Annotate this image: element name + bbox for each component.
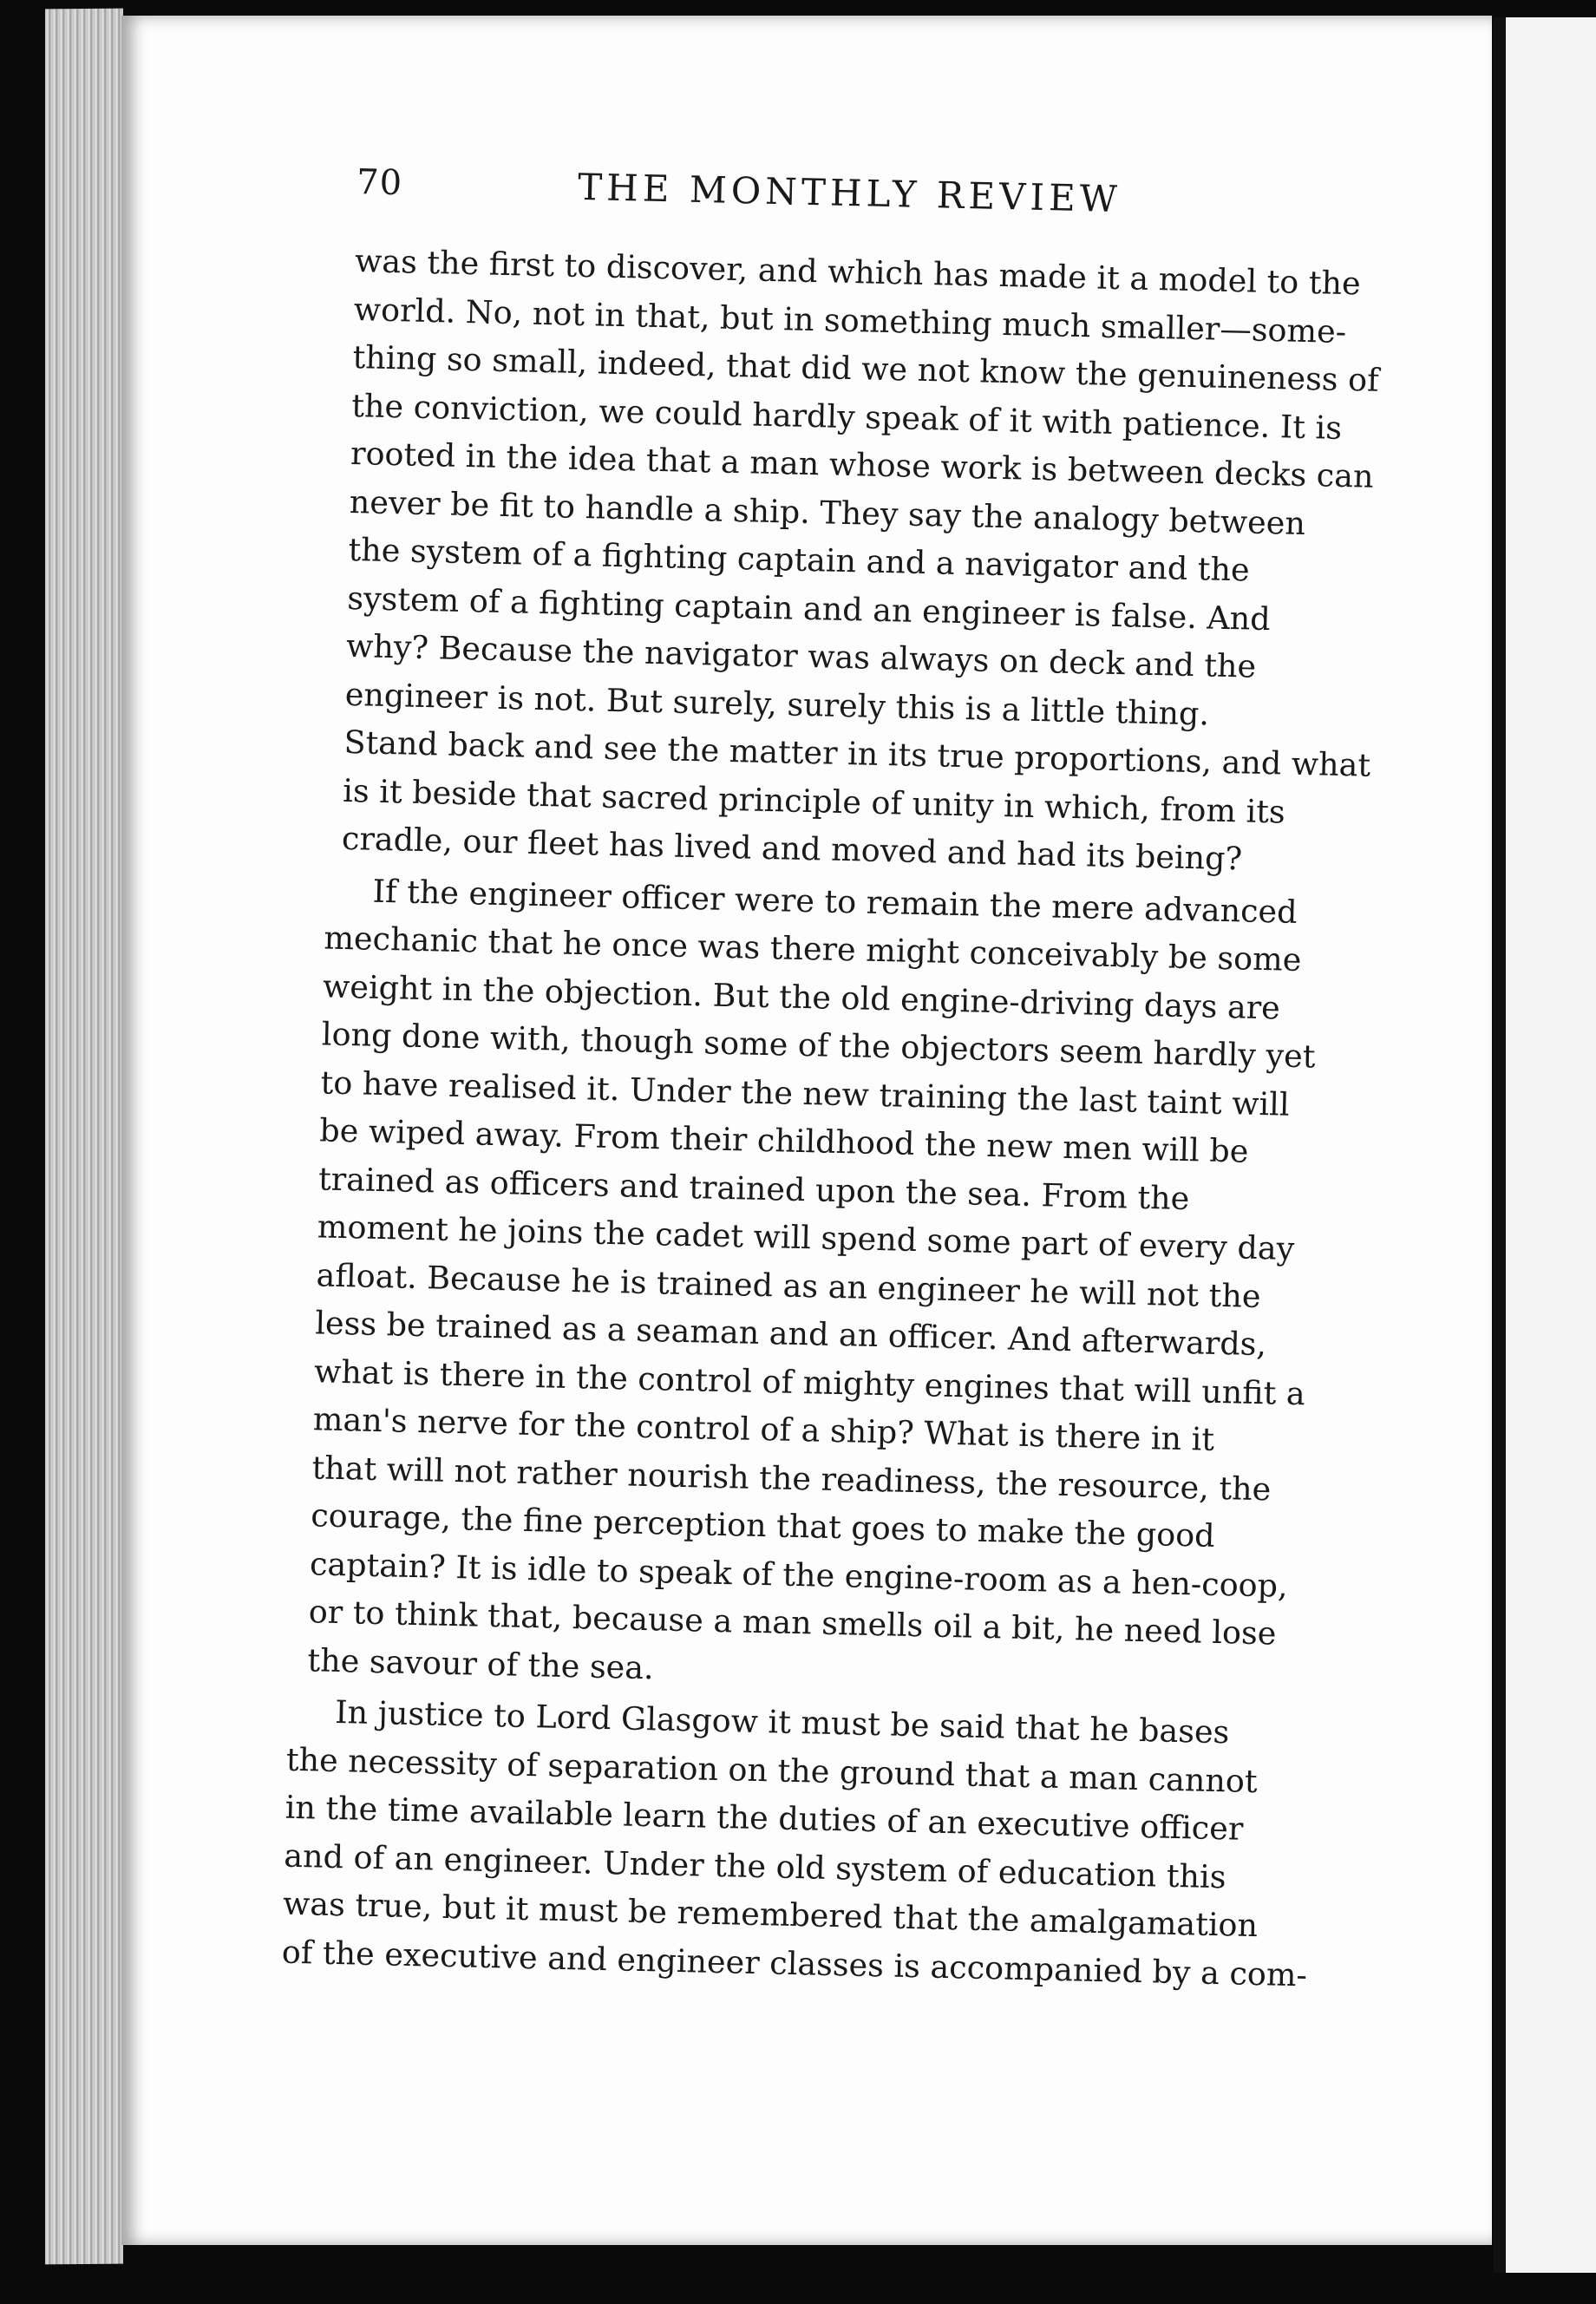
page-stack-edge — [45, 9, 123, 2265]
journal-title: THE MONTHLY REVIEW — [577, 165, 1122, 221]
text-line: of the executive and engineer classes is accompanied by a com- — [281, 1933, 1308, 1993]
text-line: man's nerve for the control of a ship? What is there in it — [312, 1400, 1215, 1458]
paragraph-3 — [160, 1685, 1345, 2000]
text-line: afloat. Because he is trained as an engineer he will not the — [316, 1255, 1261, 1315]
page-number: 70 — [356, 162, 403, 204]
text-line: cradle, our fleet has lived and moved and had its being? — [341, 819, 1243, 878]
text-line: courage, the fine perception that goes to make the good — [310, 1496, 1216, 1555]
paragraph-2 — [167, 862, 1364, 1707]
text-line: what is there in the control of mighty engines that will unfit a — [313, 1352, 1306, 1412]
text-line: that will not rather nourish the readiness, the resource, the — [311, 1448, 1272, 1508]
text-line: in the time available learn the duties of an executive officer — [285, 1788, 1244, 1848]
text-line: the conviction, we could hardly speak of it with patience. It is — [350, 386, 1343, 447]
page-text — [160, 152, 1380, 2000]
text-line: or to think that, because a man smells oil a bit, he need lose — [308, 1593, 1277, 1653]
text-line: was the first to discover, and which has made it a model to the — [354, 242, 1362, 303]
text-line: Stand back and see the matter in its true proportions, and what — [343, 723, 1371, 784]
text-line: was true, but it must be remembered that the amalgamation — [282, 1884, 1259, 1945]
text-line: long done with, though some of the objectors seem hardly yet — [321, 1015, 1316, 1076]
text-line: rooted in the idea that a man whose work is between decks can — [350, 435, 1375, 495]
text-line: less be trained as a seaman and an officer. And afterwards, — [314, 1304, 1267, 1364]
text-line: the necessity of separation on the ground that a man cannot — [285, 1740, 1259, 1800]
text-line: system of a fighting captain and an engineer is false. And — [346, 579, 1272, 638]
text-line: world. No, not in that, but in something much smaller—some- — [353, 290, 1347, 350]
text-line: never be fit to handle a ship. They say the analogy between — [349, 482, 1306, 542]
text-line: captain? It is idle to speak of the engine-room as a hen-coop, — [309, 1544, 1289, 1605]
text-line: the system of a fighting captain and a navigator and the — [348, 530, 1251, 589]
text-line: the savour of the sea. — [307, 1640, 655, 1686]
text-line: thing so small, indeed, that did we not know the genuineness of — [352, 338, 1380, 399]
text-line: and of an engineer. Under the old system of education this — [283, 1836, 1226, 1895]
text-line: weight in the objection. But the old engine-driving days are — [322, 966, 1281, 1026]
text-line: mechanic that he once was there might conceivably be some — [323, 919, 1302, 979]
text-line: be wiped away. From their childhood the new men will be — [318, 1111, 1249, 1170]
text-line: to have realised it. Under the new training the last taint will — [320, 1063, 1291, 1123]
text-line: why? Because the navigator was always on deck and the — [345, 626, 1257, 685]
text-line: moment he joins the cadet will spend some part of every day — [317, 1208, 1295, 1267]
paragraph-1 — [185, 233, 1378, 886]
text-line: If the engineer officer were to remain the mere advanced — [372, 872, 1298, 931]
adjacent-page-edge — [1494, 17, 1596, 2273]
text-line: is it beside that sacred principle of unity in which, from its — [342, 771, 1286, 831]
text-line: engineer is not. But surely, surely this is a little thing. — [344, 675, 1210, 733]
text-line: trained as officers and trained upon the sea. From the — [317, 1159, 1190, 1217]
text-line: In justice to Lord Glasgow it must be said that he bases — [334, 1692, 1230, 1751]
